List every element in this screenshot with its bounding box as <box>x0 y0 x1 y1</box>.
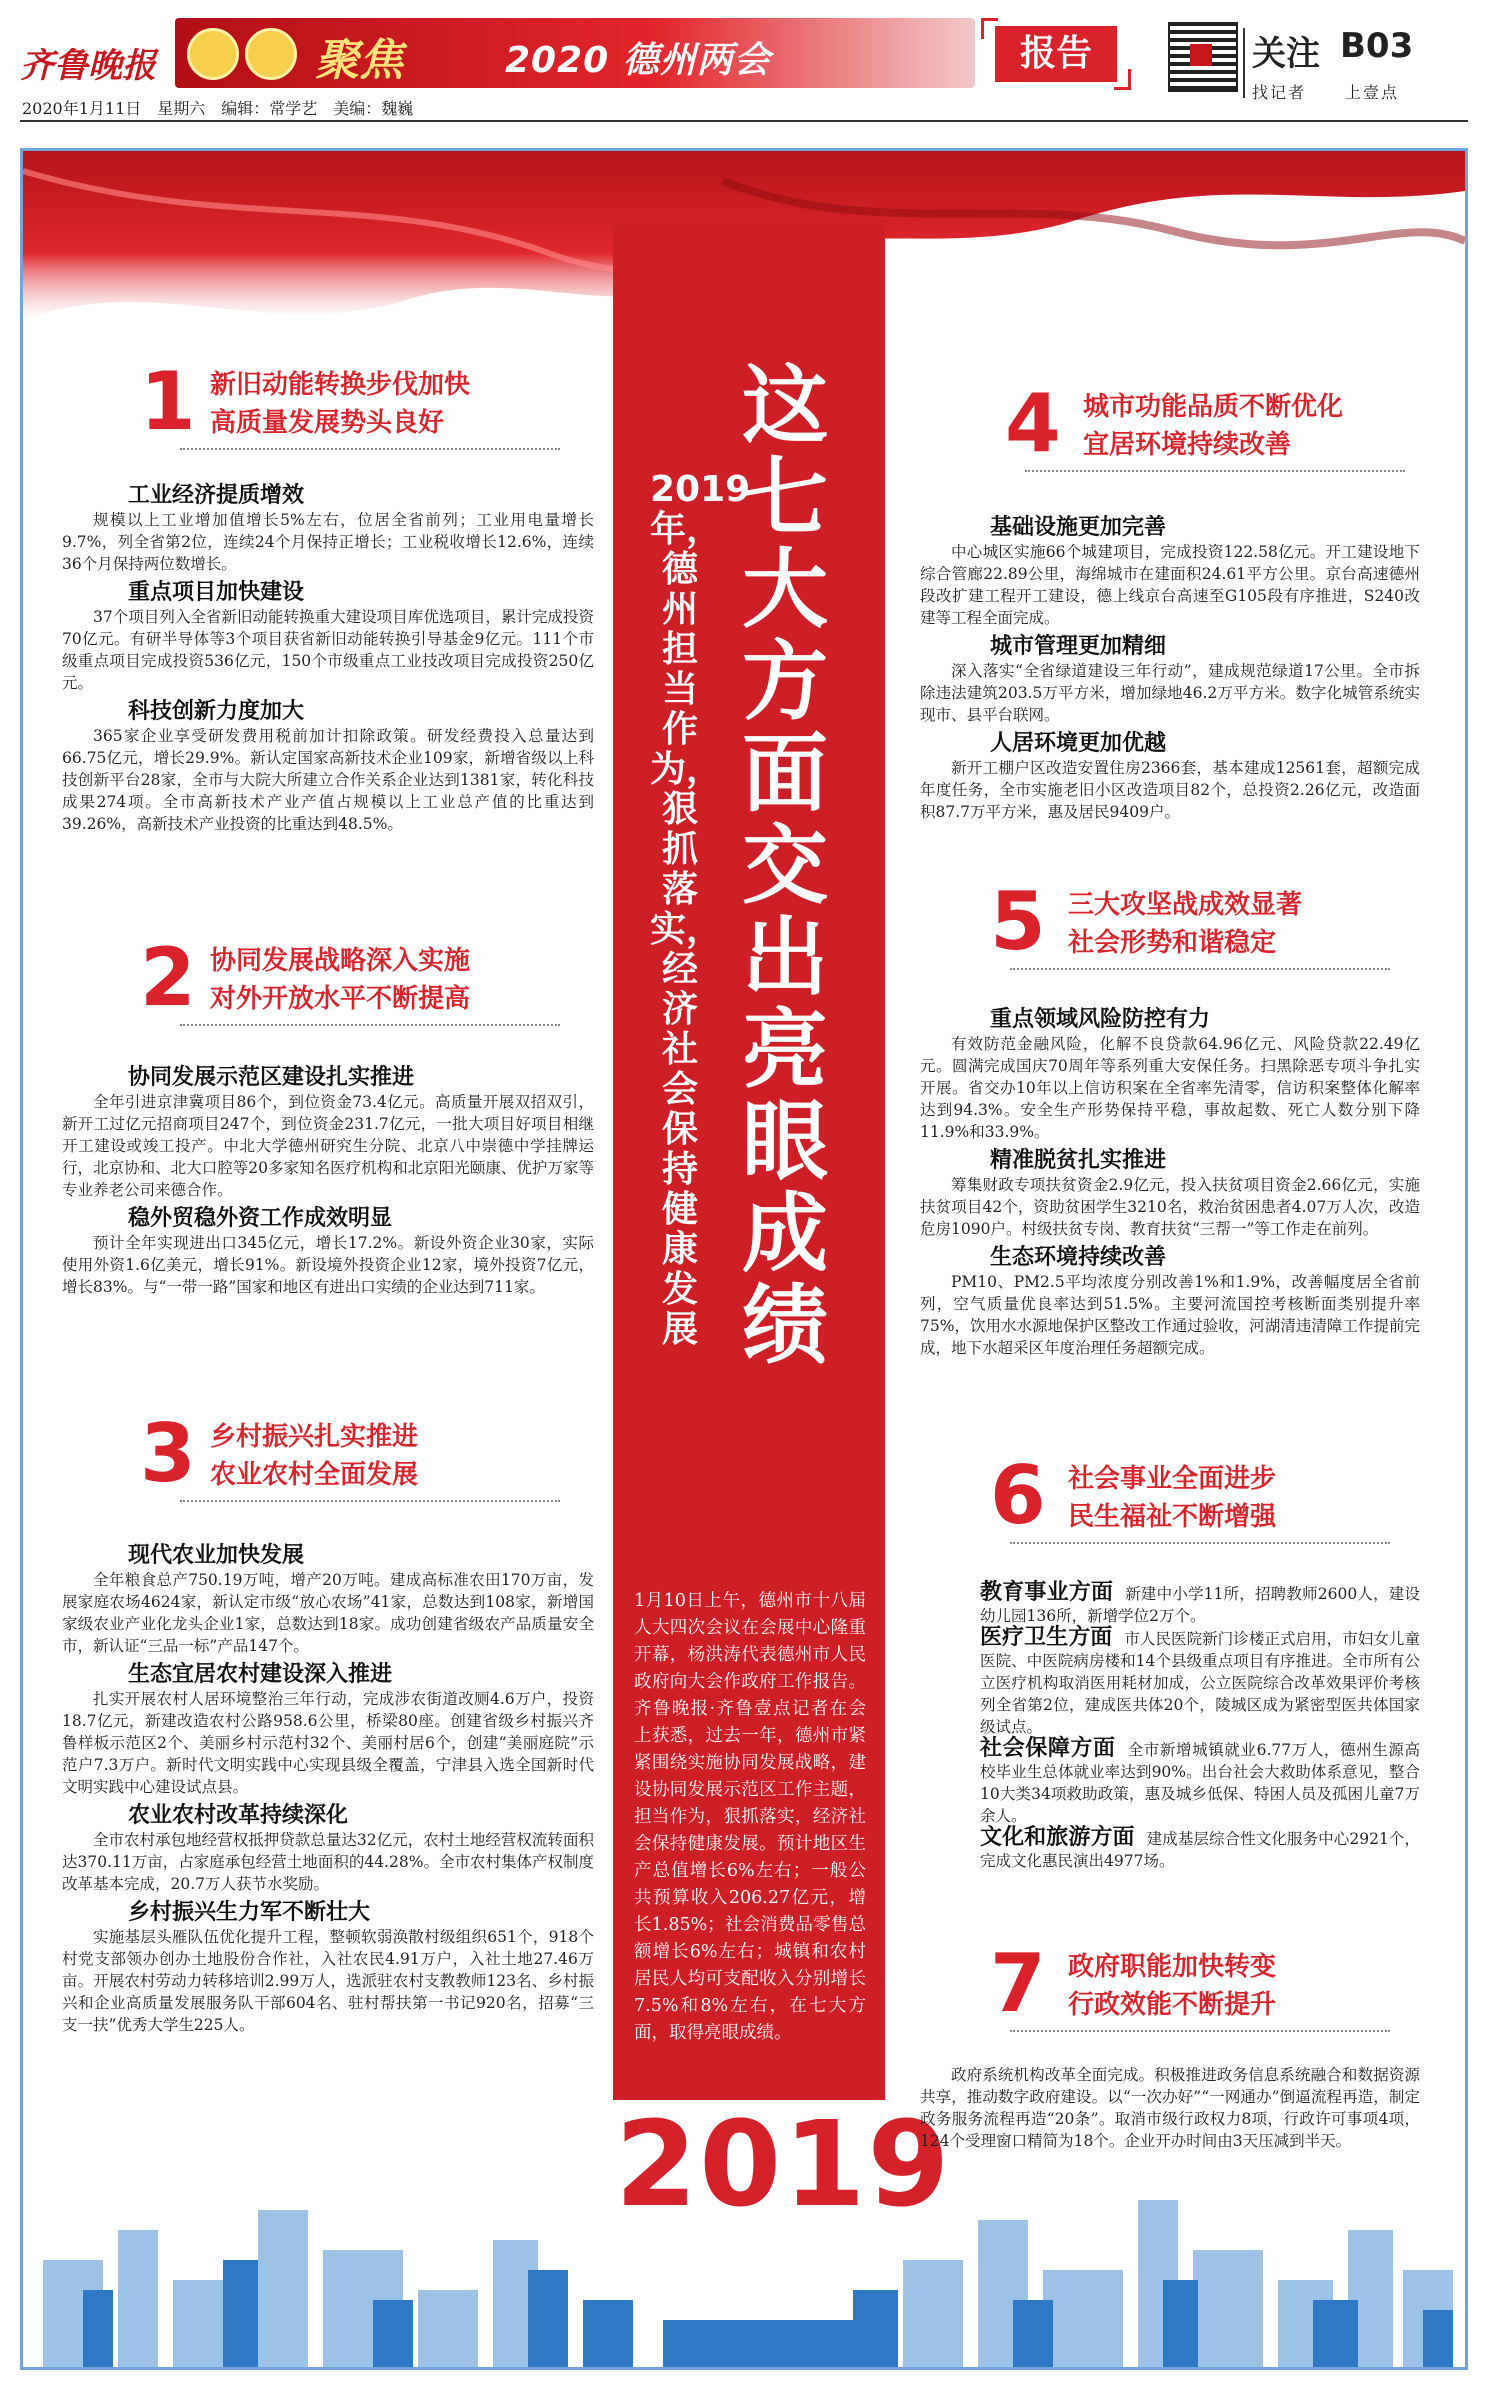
subheading: 城市管理更加精细 <box>990 634 1167 659</box>
subheading: 精准脱贫扎实推进 <box>990 1148 1167 1173</box>
paragraph: 筹集财政专项扶贫资金2.9亿元，投入扶贫项目资金2.66亿元，实施扶贫项目42个，资助贫困学生3210名，救治贫困患者4.07万人次，改造危房1090户。村级扶贫专岗、教育扶贫“三帮一”等工作走在前列。 <box>920 1176 1420 1238</box>
two-sessions-banner <box>175 18 975 88</box>
paragraph: 全年引进京津冀项目86个，到位资金73.4亿元。高质量开展双招双引，新开工过亿元招商项目247个，到位资金231.7亿元，一批大项目好项目相继开工建设或竣工投产。中北大学德州研究生分院、北京八中崇德中学挂牌运行，北京协和、北大口腔等20多家知名医疗机构和北京阳光颐康、优护万家等专业养老公司来德合作。 <box>62 1093 594 1199</box>
section-4-body <box>920 510 1420 823</box>
section-6-body <box>920 1582 1420 1872</box>
subheading: 稳外贸稳外资工作成效明显 <box>128 1206 393 1231</box>
main-headline: 这七大方面交出亮眼成绩 <box>742 356 828 1376</box>
section-name: 关注 <box>1252 34 1320 74</box>
year-mark: 2019 <box>615 2095 952 2233</box>
section-divider <box>1010 1542 1390 1544</box>
newspaper-brand-logo: 齐鲁晚报 <box>20 46 156 86</box>
section-1-body <box>62 478 594 835</box>
section-number: 1 <box>140 355 196 448</box>
paragraph-text: 市人民医院新门诊楼正式启用，市妇女儿童医院、中医院病房楼和14个县级重点项目有序推进。全市所有公立医疗机构取消医用耗材加成，公立医院综合改革效果评价考核列全省第2位，建成医共体20个，陵城区成为紧密型医共体国家级试点。 <box>980 1630 1420 1736</box>
masthead <box>0 0 1488 120</box>
subheading: 社会保障方面 <box>980 1736 1116 1761</box>
section-divider <box>180 1500 560 1502</box>
section-heading-line1: 社会事业全面进步 <box>1068 1464 1277 1494</box>
section-number: 3 <box>140 1407 196 1500</box>
lead-paragraph: 1月10日上午，德州市十八届人大四次会议在会展中心隆重开幕，杨洪涛代表德州市人民政府向大会作政府工作报告。齐鲁晚报·齐鲁壹点记者在会上获悉，过去一年，德州市紧紧围绕实施协同发展战略，建设协同发展示范区工作主题，担当作为，狠抓落实，经济社会保持健康发展。预计地区生产总值增长6%左右；一般公共预算收入206.27亿元，增长1.85%；社会消费品零售总额增长6%左右；城镇和农村居民人均可支配收入分别增长7.5%和8%左右，在七大方面，取得亮眼成绩。 <box>634 1591 866 2043</box>
subheading: 重点项目加快建设 <box>128 580 305 605</box>
paragraph-text: 新建中小学11所，招聘教师2600人，建设幼儿园136所，新增学位2万个。 <box>980 1585 1420 1625</box>
section-heading-line2: 农业农村全面发展 <box>210 1460 419 1490</box>
subheading: 生态环境持续改善 <box>990 1245 1167 1270</box>
sub-left-text: 找记者 <box>1252 83 1307 102</box>
section-divider <box>1010 968 1390 970</box>
section-number: 2 <box>140 931 196 1024</box>
banner-title: 2020 德州两会 <box>505 40 771 81</box>
section-2-body <box>62 1060 594 1298</box>
section-heading-line1: 协同发展战略深入实施 <box>210 946 471 976</box>
issue-meta: 2020年1月11日 星期六 编辑：常学艺 美编：魏巍 <box>22 99 414 118</box>
section-heading-line2: 对外开放水平不断提高 <box>210 984 471 1014</box>
paragraph: 规模以上工业增加值增长5%左右，位居全省前列；工业用电量增长9.7%，列全省第2位，连续24个月保持正增长；工业税收增长12.6%，连续36个月保持两位数增长。 <box>62 511 594 573</box>
subheading: 协同发展示范区建设扎实推进 <box>128 1065 415 1090</box>
page-number: B03 <box>1340 26 1414 66</box>
subheading: 乡村振兴生力军不断壮大 <box>128 1900 371 1925</box>
paragraph: 预计全年实现进出口345亿元，增长17.2%。新设外资企业30家，实际使用外资1.6亿美元，增长91%。新设境外投资企业12家，境外投资7亿元，增长83%。与“一带一路”国家和地区有进出口实绩的企业达到711家。 <box>62 1234 594 1296</box>
section-number: 5 <box>990 875 1046 968</box>
header-rule <box>20 120 1468 122</box>
sub-headline: 2019年，德州担当作为，狠抓落实，经济社会保持健康发展 <box>650 469 751 1350</box>
paragraph: 全市农村承包地经营权抵押贷款总量达32亿元，农村土地经营权流转面积达370.11万亩，占家庭承包经营土地面积的44.28%。全市农村集体产权制度改革基本完成，20.7万人获节水奖励。 <box>62 1831 594 1893</box>
subheading: 文化和旅游方面 <box>980 1825 1135 1850</box>
paragraph <box>920 1827 1420 1872</box>
section-heading-line1: 新旧动能转换步伐加快 <box>210 370 471 400</box>
subheading: 工业经济提质增效 <box>128 483 305 508</box>
section-heading-line1: 乡村振兴扎实推进 <box>210 1422 419 1452</box>
paragraph <box>920 1627 1420 1738</box>
section-heading-line2: 高质量发展势头良好 <box>210 408 445 438</box>
paragraph: 有效防范金融风险，化解不良贷款64.96亿元、风险贷款22.49亿元。圆满完成国庆70周年等系列重大安保任务。扫黑除恶专项斗争扎实开展。省交办10年以上信访积案在全省率先清零，信访积案整体化解率达到94.3%。安全生产形势保持平稳，事故起数、死亡人数分别下降11.9%和33.9%。 <box>920 1035 1420 1141</box>
subheading: 重点领域风险防控有力 <box>990 1007 1211 1032</box>
cppcc-emblem-icon <box>245 28 297 80</box>
section-3-body <box>62 1538 594 2036</box>
subheading: 科技创新力度加大 <box>128 699 305 724</box>
paragraph: 扎实开展农村人居环境整治三年行动，完成涉农街道改厕4.6万户，投资18.7亿元，新建改造农村公路958.6公里，桥梁80座。创建省级乡村振兴齐鲁样板示范区2个、美丽乡村示范村32个、美丽村居6个，创建“美丽庭院”示范户7.3万户。新时代文明实践中心实现县级全覆盖，宁津县入选全国新时代文明实践中心建设试点县。 <box>62 1690 594 1796</box>
sub-right-text: 上壹点 <box>1345 83 1400 102</box>
section-number: 7 <box>990 1937 1046 2030</box>
header-divider <box>1243 28 1245 98</box>
subheading: 教育事业方面 <box>980 1580 1114 1605</box>
section-divider <box>180 1024 560 1026</box>
section-divider <box>1010 2030 1390 2032</box>
paragraph <box>920 1582 1420 1627</box>
paragraph: 深入落实“全省绿道建设三年行动”，建成规范绿道17公里。全市拆除违法建筑203.5万平方米，增加绿地46.2万平方米。数字化城管系统实现市、县平台联网。 <box>920 662 1420 724</box>
section-heading-line1: 政府职能加快转变 <box>1068 1952 1277 1982</box>
section-7-body <box>920 2064 1420 2152</box>
banner-script-text: 聚焦 <box>315 35 403 86</box>
subheading: 人居环境更加优越 <box>990 731 1167 756</box>
paragraph: 政府系统机构改革全面完成。积极推进政务信息系统融合和数据资源共享，推动数字政府建设。以“一次办好”“一网通办”倒逼流程再造，制定政务服务流程再造“20条”。取消市级行政权力8项，行政许可事项4项，124个受理窗口精简为18个。企业开办时间由3天压减到半天。 <box>920 2066 1420 2150</box>
section-heading-line2: 行政效能不断提升 <box>1068 1990 1277 2020</box>
subheading: 医疗卫生方面 <box>980 1625 1113 1650</box>
section-number: 4 <box>1005 377 1061 470</box>
subheading: 基础设施更加完善 <box>990 515 1167 540</box>
paragraph: 全年粮食总产750.19万吨，增产20万吨。建成高标准农田170万亩，发展家庭农场4624家，新认定市级“放心农场”41家，总数达到108家，新增国家级农业产业化龙头企业1家，总数达到18家。成功创建省级农产品质量安全市，新认证“三品一标”产品147个。 <box>62 1571 594 1655</box>
paragraph: 实施基层头雁队伍优化提升工程，整顿软弱涣散村级组织651个，918个村党支部领办创办土地股份合作社，入社农民4.91万户，入社土地27.46万亩。开展农村劳动力转移培训2.99万人，选派驻农村支教教师123名、乡村振兴和企业高质量发展服务队干部604名、驻村帮扶第一书记920名，招募“三支一扶”优秀大学生225人。 <box>62 1928 594 2034</box>
section-heading-line1: 三大攻坚战成效显著 <box>1068 890 1303 920</box>
subheading: 农业农村改革持续深化 <box>128 1803 349 1828</box>
national-emblem-icon <box>187 28 239 80</box>
report-tag: 报告 <box>995 26 1117 82</box>
paragraph: 新开工棚户区改造安置住房2366套，基本建成12561套，超额完成年度任务，全市实施老旧小区改造项目82个，总投资2.26亿元，改造面积87.7万平方米，惠及居民9409户。 <box>920 759 1420 821</box>
subheading: 现代农业加快发展 <box>128 1543 305 1568</box>
paragraph-text: 全市新增城镇就业6.77万人，德州生源高校毕业生总体就业率达到90%。出台社会大救助体系意见，整合10大类34项救助政策，惠及城乡低保、特困人员及孤困儿童7万余人。 <box>980 1741 1420 1825</box>
section-number: 6 <box>990 1449 1046 1542</box>
paragraph: 365家企业享受研发费用税前加计扣除政策。研发经费投入总量达到66.75亿元，增长29.9%。新认定国家高新技术企业109家，新增省级以上科技创新平台28家，全市与大院大所建立合作关系企业达到1381家，转化科技成果274项。全市高新技术产业产值占规模以上工业总产值的比重达到39.26%，高新技术产业投资的比重达到48.5%。 <box>62 727 594 833</box>
section-5-body <box>920 1002 1420 1359</box>
section-divider <box>180 448 560 450</box>
section-heading-line1: 城市功能品质不断优化 <box>1083 392 1344 422</box>
paragraph <box>920 1738 1420 1827</box>
section-heading-line2: 宜居环境持续改善 <box>1083 430 1292 460</box>
paragraph: 中心城区实施66个城建项目，完成投资122.58亿元。开工建设地下综合管廊22.89公里，海绵城市在建面积24.61平方公里。京台高速德州段改扩建工程开工建设，德上线京台高速至G105段有序推进，S240改建等工程全面完成。 <box>920 543 1420 627</box>
section-heading-line2: 民生福祉不断增强 <box>1068 1502 1277 1532</box>
subheading: 生态宜居农村建设深入推进 <box>128 1662 393 1687</box>
paragraph: 37个项目列入全省新旧动能转换重大建设项目库优选项目，累计完成投资70亿元。有研半导体等3个项目获省新旧动能转换引导基金9亿元。111个市级重点项目完成投资536亿元，150个市级重点工业技改项目完成投资250亿元。 <box>62 608 594 692</box>
section-divider <box>1025 470 1405 472</box>
section-heading-line2: 社会形势和谐稳定 <box>1068 928 1277 958</box>
paragraph-text: 建成基层综合性文化服务中心2921个，完成文化惠民演出4977场。 <box>980 1830 1420 1870</box>
qr-center-logo-icon <box>1190 44 1212 66</box>
paragraph: PM10、PM2.5平均浓度分别改善1%和1.9%，改善幅度居全省前列，空气质量优良率达到51.5%。主要河流国控考核断面类别提升率75%，饮用水水源地保护区整改工作通过验收，河湖清违清障工作提前完成，地下水超采区年度治理任务超额完成。 <box>920 1273 1420 1357</box>
